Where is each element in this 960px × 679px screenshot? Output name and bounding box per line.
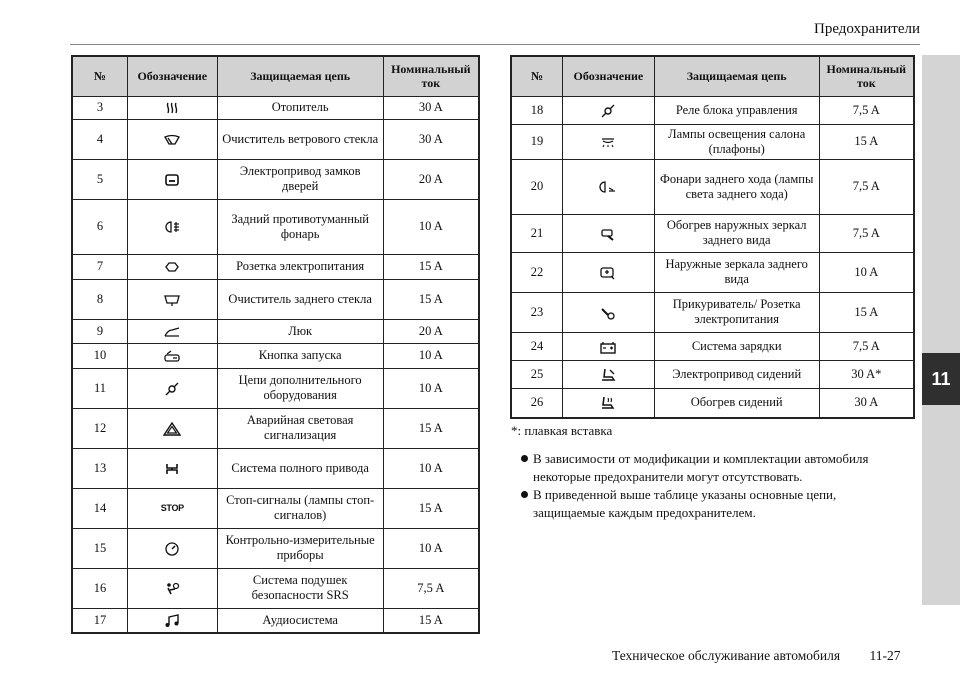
fuse-table-left-body	[72, 96, 479, 633]
fuse-number: 9	[72, 319, 127, 343]
hazard-icon	[163, 422, 181, 436]
fuse-number: 20	[511, 159, 563, 214]
rated-current: 7,5 A	[819, 332, 914, 360]
fuse-row	[72, 408, 479, 448]
page-header-title: Предохранители	[814, 21, 920, 37]
fuse-number: 12	[72, 408, 127, 448]
protected-circuit: Система зарядки	[654, 332, 819, 360]
accessory-icon	[163, 382, 181, 396]
fuse-number: 15	[72, 528, 127, 568]
fuse-symbol-cell	[127, 568, 217, 608]
fuse-symbol-cell	[127, 279, 217, 319]
footnote: *: плавкая вставка	[511, 423, 613, 438]
fuse-row	[511, 292, 914, 332]
fuse-table-left	[71, 55, 480, 634]
fuse-symbol-cell	[127, 528, 217, 568]
column-header-number: №	[72, 56, 127, 96]
seat-heater-icon	[599, 396, 617, 410]
fuse-symbol-cell	[127, 448, 217, 488]
fuse-number: 4	[72, 119, 127, 159]
column-header-circuit: Защищаемая цепь	[217, 56, 383, 96]
header-divider	[70, 44, 920, 45]
protected-circuit: Очиститель ветрового стекла	[217, 119, 383, 159]
protected-circuit: Прикуриватель/ Розетка электропитания	[654, 292, 819, 332]
note-bullet: В приведенной выше таблице указаны основные цепи, защищаемые каждым предохранителем.	[519, 486, 909, 522]
fuse-number: 19	[511, 124, 563, 159]
fuse-number: 14	[72, 488, 127, 528]
fuse-number: 3	[72, 96, 127, 119]
rated-current: 10 A	[383, 368, 479, 408]
column-header-circuit: Защищаемая цепь	[654, 56, 819, 96]
protected-circuit: Кнопка запуска	[217, 343, 383, 368]
rated-current: 7,5 A	[819, 214, 914, 252]
fuse-row	[511, 360, 914, 388]
fuse-row	[72, 368, 479, 408]
gauge-icon	[163, 542, 181, 556]
rated-current: 15 A	[819, 124, 914, 159]
rated-current: 10 A	[383, 343, 479, 368]
control-relay-icon	[599, 104, 617, 118]
fuse-row	[511, 214, 914, 252]
table-header-row	[511, 56, 914, 96]
protected-circuit: Система подушек безопасности SRS	[217, 568, 383, 608]
mirror-heater-icon	[599, 227, 617, 241]
protected-circuit: Отопитель	[217, 96, 383, 119]
fuse-symbol-cell	[127, 199, 217, 254]
power-outlet-icon	[163, 260, 181, 274]
column-header-current: Номинальный ток	[383, 56, 479, 96]
fuse-symbol-cell	[563, 214, 655, 252]
rated-current: 30 A	[383, 96, 479, 119]
fuse-number: 16	[72, 568, 127, 608]
protected-circuit: Задний противотуманный фонарь	[217, 199, 383, 254]
rated-current: 15 A	[383, 254, 479, 279]
fuse-row	[72, 119, 479, 159]
heater-icon	[163, 101, 181, 115]
fuse-symbol-cell	[127, 254, 217, 279]
fuse-row	[72, 96, 479, 119]
fuse-number: 10	[72, 343, 127, 368]
fuse-number: 8	[72, 279, 127, 319]
fuse-table-right	[510, 55, 915, 419]
fuse-number: 25	[511, 360, 563, 388]
fuse-symbol-cell	[127, 159, 217, 199]
protected-circuit: Обогрев наружных зеркал заднего вида	[654, 214, 819, 252]
fuse-row	[72, 319, 479, 343]
protected-circuit: Цепи дополнительного оборудования	[217, 368, 383, 408]
fuse-row	[511, 159, 914, 214]
protected-circuit: Фонари заднего хода (лампы света заднего хода)	[654, 159, 819, 214]
page-number: 11-27	[869, 648, 901, 663]
rated-current: 10 A	[383, 448, 479, 488]
chapter-side-tab	[922, 55, 960, 605]
footer-section-title: Техническое обслуживание автомобиля	[612, 648, 841, 663]
protected-circuit: Система полного привода	[217, 448, 383, 488]
protected-circuit: Стоп-сигналы (лампы стоп-сигналов)	[217, 488, 383, 528]
fuse-row	[72, 608, 479, 633]
rated-current: 30 A	[383, 119, 479, 159]
rated-current: 7,5 A	[383, 568, 479, 608]
airbag-icon	[163, 582, 181, 596]
rear-wiper-icon	[163, 293, 181, 307]
fuse-number: 6	[72, 199, 127, 254]
rated-current: 7,5 A	[819, 96, 914, 124]
dome-light-icon	[599, 135, 617, 149]
fuse-symbol-cell	[563, 252, 655, 292]
fuse-symbol-cell	[563, 159, 655, 214]
power-seat-icon	[599, 368, 617, 382]
column-header-current: Номинальный ток	[819, 56, 914, 96]
protected-circuit: Аудиосистема	[217, 608, 383, 633]
fuse-row	[511, 252, 914, 292]
fuse-number: 7	[72, 254, 127, 279]
fuse-row	[511, 388, 914, 418]
fuse-number: 23	[511, 292, 563, 332]
rated-current: 30 A	[819, 388, 914, 418]
rated-current: 15 A	[383, 488, 479, 528]
protected-circuit: Электропривод замков дверей	[217, 159, 383, 199]
door-lock-icon	[163, 173, 181, 187]
start-button-icon	[163, 349, 181, 363]
fuse-row	[511, 332, 914, 360]
fuse-symbol-cell	[563, 332, 655, 360]
rear-fog-icon	[163, 220, 181, 234]
page-footer	[612, 648, 900, 664]
rated-current: 10 A	[383, 528, 479, 568]
battery-icon	[599, 340, 617, 354]
cigarette-lighter-icon	[599, 306, 617, 320]
fuse-symbol-cell	[563, 124, 655, 159]
protected-circuit: Люк	[217, 319, 383, 343]
rated-current: 20 A	[383, 159, 479, 199]
fuse-symbol-cell	[127, 408, 217, 448]
fuse-number: 24	[511, 332, 563, 360]
fuse-row	[72, 568, 479, 608]
rated-current: 15 A	[383, 279, 479, 319]
fuse-row	[72, 488, 479, 528]
fuse-symbol-cell	[127, 488, 217, 528]
table-header-row	[72, 56, 479, 96]
fuse-number: 11	[72, 368, 127, 408]
column-header-symbol: Обозначение	[563, 56, 655, 96]
rated-current: 20 A	[383, 319, 479, 343]
protected-circuit: Электропривод сидений	[654, 360, 819, 388]
awd-icon	[163, 462, 181, 476]
rated-current: 30 A*	[819, 360, 914, 388]
fuse-row	[72, 448, 479, 488]
fuse-symbol-cell	[127, 343, 217, 368]
protected-circuit: Контрольно-измерительные приборы	[217, 528, 383, 568]
protected-circuit: Наружные зеркала заднего вида	[654, 252, 819, 292]
fuse-row	[72, 199, 479, 254]
fuse-number: 18	[511, 96, 563, 124]
protected-circuit: Обогрев сидений	[654, 388, 819, 418]
fuse-row	[72, 279, 479, 319]
rated-current: 10 A	[819, 252, 914, 292]
column-header-number: №	[511, 56, 563, 96]
fuse-row	[72, 254, 479, 279]
protected-circuit: Лампы освещения салона (плафоны)	[654, 124, 819, 159]
fuse-symbol-cell	[127, 608, 217, 633]
fuse-row	[72, 159, 479, 199]
rated-current: 15 A	[383, 608, 479, 633]
fuse-number: 21	[511, 214, 563, 252]
fuse-number: 26	[511, 388, 563, 418]
fuse-table-right-body	[511, 96, 914, 418]
fuse-symbol-cell	[127, 368, 217, 408]
notes-list	[519, 450, 909, 522]
column-header-symbol: Обозначение	[127, 56, 217, 96]
fuse-row	[72, 343, 479, 368]
protected-circuit: Очиститель заднего стекла	[217, 279, 383, 319]
fuse-symbol-cell	[563, 292, 655, 332]
fuse-number: 5	[72, 159, 127, 199]
fuse-row	[511, 124, 914, 159]
chapter-number-tab: 11	[922, 353, 960, 405]
rated-current: 7,5 A	[819, 159, 914, 214]
mirror-icon	[599, 266, 617, 280]
fuse-number: 22	[511, 252, 563, 292]
front-wiper-icon	[163, 133, 181, 147]
note-bullet: В зависимости от модификации и комплектации автомобиля некоторые предохранители могут отсутствовать.	[519, 450, 909, 486]
stop-icon: STOP	[160, 503, 184, 513]
reverse-light-icon	[599, 180, 617, 194]
sunroof-icon	[163, 325, 181, 339]
fuse-row	[72, 528, 479, 568]
fuse-symbol-cell	[127, 319, 217, 343]
rated-current: 15 A	[819, 292, 914, 332]
protected-circuit: Аварийная световая сигнализация	[217, 408, 383, 448]
rated-current: 10 A	[383, 199, 479, 254]
fuse-symbol-cell	[563, 388, 655, 418]
fuse-symbol-cell	[563, 360, 655, 388]
fuse-row	[511, 96, 914, 124]
rated-current: 15 A	[383, 408, 479, 448]
protected-circuit: Розетка электропитания	[217, 254, 383, 279]
protected-circuit: Реле блока управления	[654, 96, 819, 124]
audio-icon	[163, 614, 181, 628]
fuse-symbol-cell	[127, 96, 217, 119]
fuse-symbol-cell	[563, 96, 655, 124]
fuse-number: 17	[72, 608, 127, 633]
fuse-symbol-cell	[127, 119, 217, 159]
fuse-number: 13	[72, 448, 127, 488]
